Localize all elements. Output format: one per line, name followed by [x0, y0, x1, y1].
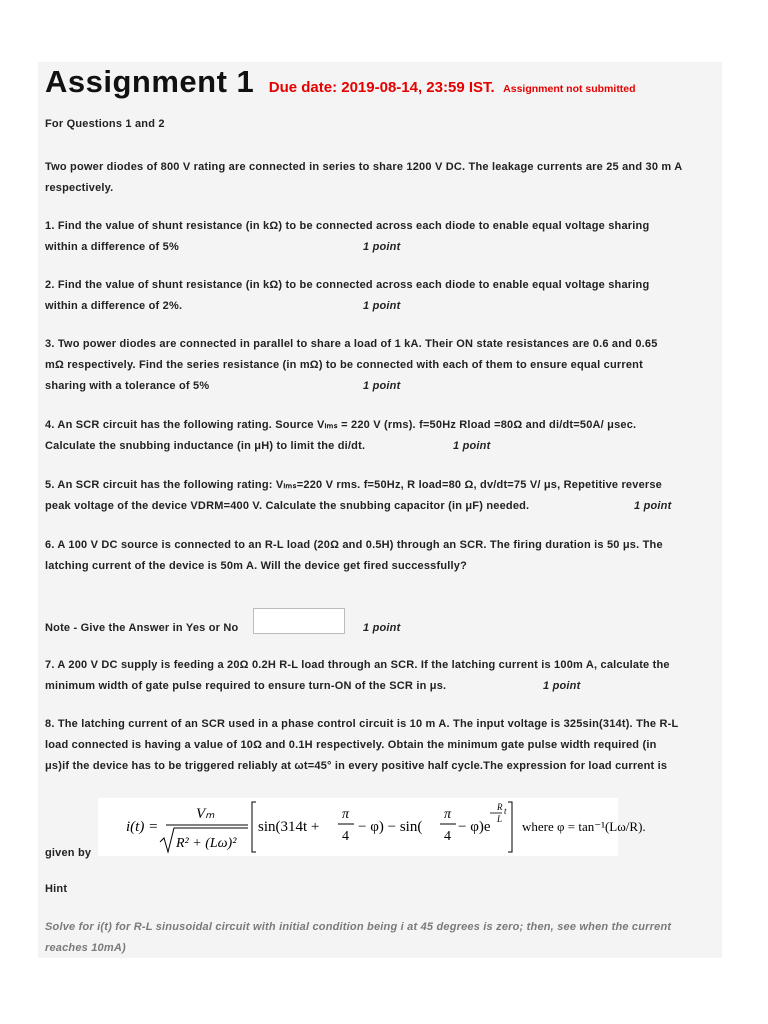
status-badge: Assignment not submitted — [503, 83, 636, 95]
formula-pi-1: π — [342, 807, 350, 822]
formula-exp-t: t — [504, 806, 507, 816]
answer-input[interactable] — [253, 608, 345, 634]
question-3 — [45, 334, 717, 397]
hint-line2: reaches 10mA) — [45, 942, 126, 954]
for-questions-label: For Questions 1 and 2 — [45, 118, 165, 130]
question-6-note: Note - Give the Answer in Yes or No 1 point — [45, 618, 717, 639]
question-5 — [45, 475, 717, 517]
intro-text: Two power diodes of 800 V rating are connected in series to share 1200 V DC. The leakage currents are 25 and 30 m A respectively. — [45, 161, 682, 194]
formula-four-1: 4 — [342, 829, 349, 844]
question-8 — [45, 714, 717, 777]
formula-body1: sin(314t + — [258, 819, 320, 835]
question-1-points: 1 point — [363, 241, 401, 253]
question-8-line2: load connected is having a value of 10Ω and 0.1H respectively. Obtain the minimum gate pulse width required (in — [45, 739, 657, 751]
assignment-header — [45, 64, 636, 100]
question-4-line1: 4. An SCR circuit has the following rating. Source Vₗₘₛ = 220 V (rms). f=50Hz Rload =80Ω and di/dt=50A/ μsec. — [45, 419, 637, 431]
question-3-line1: 3. Two power diodes are connected in parallel to share a load of 1 kA. Their ON state resistances are 0.6 and 0.65 — [45, 338, 658, 350]
question-7 — [45, 655, 717, 697]
formula-four-2: 4 — [444, 829, 451, 844]
given-by-label: given by — [45, 847, 92, 859]
question-1-line1: 1. Find the value of shunt resistance (in kΩ) to be connected across each diode to enable equal voltage sharing — [45, 220, 650, 232]
formula-body3: − φ)e — [458, 819, 491, 835]
question-6-line1: 6. A 100 V DC source is connected to an R-L load (20Ω and 0.5H) through an SCR. The firing duration is 50 μs. The — [45, 539, 663, 551]
question-2-line2: within a difference of 2%. 1 point — [45, 296, 717, 317]
formula-exp-den: L — [497, 814, 503, 824]
due-date: Due date: 2019-08-14, 23:59 IST. — [268, 79, 495, 96]
formula-pi-2: π — [444, 807, 452, 822]
formula-body2: − φ) − sin( — [358, 819, 423, 835]
question-6-points: 1 point — [363, 622, 401, 634]
question-7-line2: minimum width of gate pulse required to ensure turn-ON of the SCR in μs. 1 point — [45, 676, 717, 697]
question-8-line3: μs)if the device has to be triggered reliably at ωt=45° in every positive half cycle.The expression for load current is — [45, 760, 668, 772]
question-7-points: 1 point — [543, 680, 581, 692]
hint-label: Hint — [45, 883, 68, 895]
page-title: Assignment 1 — [45, 64, 255, 99]
formula-lhs: i(t) = — [126, 819, 159, 835]
question-3-line3: sharing with a tolerance of 5% 1 point — [45, 376, 717, 397]
formula-denominator: R² + (Lω)² — [176, 836, 237, 851]
question-4 — [45, 415, 717, 457]
hint-text — [45, 917, 720, 959]
question-2-line1: 2. Find the value of shunt resistance (in kΩ) to be connected across each diode to enable equal voltage sharing — [45, 279, 650, 291]
question-5-line2: peak voltage of the device VDRM=400 V. Calculate the snubbing capacitor (in μF) needed. 1 point — [45, 496, 717, 517]
question-3-line2: mΩ respectively. Find the series resistance (in mΩ) to be connected with each of them to ensure equal current — [45, 359, 643, 371]
question-6-line2: latching current of the device is 50m A. Will the device get fired successfully? — [45, 560, 468, 572]
hint-line1: Solve for i(t) for R-L sinusoidal circuit with initial condition being i at 45 degrees is zero; then, see when the current — [45, 921, 672, 933]
question-4-points: 1 point — [453, 440, 491, 452]
question-8-line1: 8. The latching current of an SCR used in a phase control circuit is 10 m A. The input voltage is 325sin(314t). The R-L — [45, 718, 679, 730]
question-6 — [45, 535, 717, 577]
question-3-points: 1 point — [363, 380, 401, 392]
formula-where: where φ = tan⁻¹(Lω/R). — [522, 819, 646, 834]
question-5-line1: 5. An SCR circuit has the following rating: Vₗₘₛ=220 V rms. f=50Hz, R load=80 Ω, dv/dt=75 V/ μs, Repetitive reverse — [45, 479, 663, 491]
question-1-line2: within a difference of 5% 1 point — [45, 237, 717, 258]
question-4-line2: Calculate the snubbing inductance (in μH) to limit the di/dt. 1 point — [45, 436, 717, 457]
question-5-points: 1 point — [634, 500, 672, 512]
formula-numerator: Vₘ — [196, 806, 215, 822]
question-2-points: 1 point — [363, 300, 401, 312]
formula-exp-num: R — [497, 802, 503, 812]
question-1 — [45, 216, 717, 258]
question-2 — [45, 275, 717, 317]
question-7-line1: 7. A 200 V DC supply is feeding a 20Ω 0.2H R-L load through an SCR. If the latching current is 100m A, calculate the — [45, 659, 670, 671]
